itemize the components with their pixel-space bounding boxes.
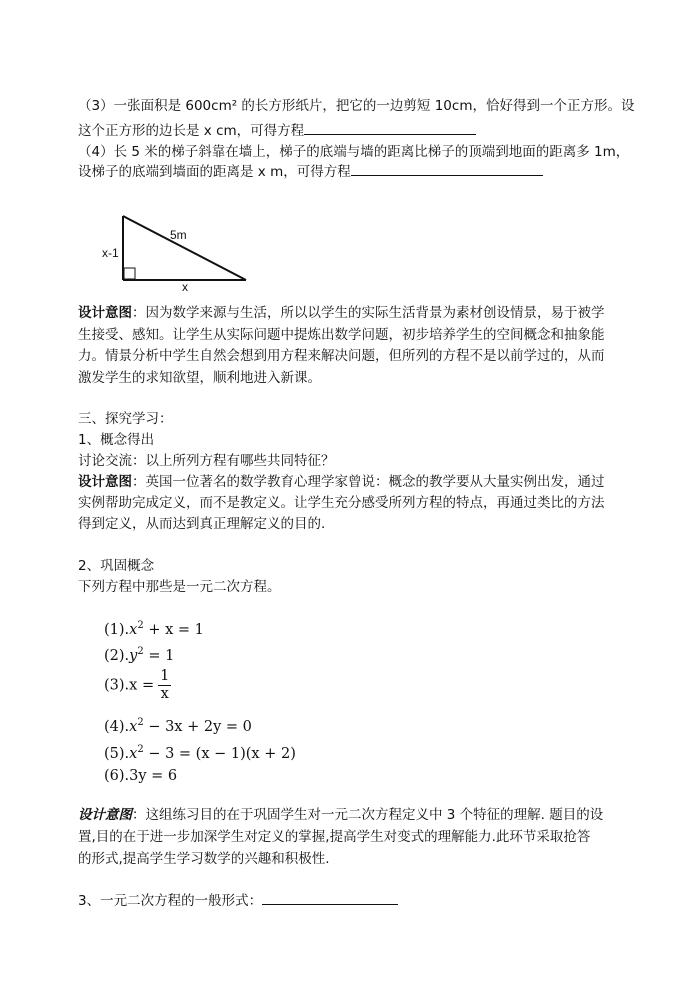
fraction-denominator: x — [160, 686, 169, 702]
problem-3-line-2 — [78, 121, 476, 140]
equation-2: $(2).y^2 = 1$ — [104, 646, 175, 664]
subsection-3-line — [78, 891, 398, 910]
ladder-line — [123, 216, 246, 280]
subsection-3-heading: 3、一元二次方程的一般形式： — [78, 893, 263, 909]
equation-number: (3). — [104, 677, 130, 694]
exponent: 2 — [137, 620, 144, 631]
problem-4-line-2 — [78, 162, 543, 181]
equation-body: − 3 = (x − 1)(x + 2) — [143, 745, 296, 762]
design-intent-1-line-4: 激发学生的求知欲望，顺利地进入新课。 — [78, 370, 321, 386]
exponent: 2 — [137, 744, 144, 755]
design-intent-2-line-2: 实例帮助完成定义，而不是教定义。让学生充分感受所列方程的特点，再通过类比的方法 — [78, 495, 605, 511]
subsection-1-heading: 1、概念得出 — [78, 432, 155, 448]
problem-3-line-1: （3）一张面积是 600cm² 的长方形纸片，把它的一边剪短 10cm，恰好得到一个正方形。设 — [78, 98, 635, 114]
ladder-triangle-figure — [96, 192, 256, 292]
design-intent-1-line-1 — [78, 304, 605, 322]
design-intent-label: 设计意图 — [78, 474, 132, 490]
problem-4-line-1: （4）长 5 米的梯子斜靠在墙上，梯子的底端与墙的距离比梯子的顶端到地面的距离多 1m， — [78, 144, 630, 160]
right-angle-mark — [124, 268, 135, 279]
design-intent-3-line-1 — [78, 806, 603, 824]
equation-3 — [104, 668, 171, 703]
equation-body: x = — [129, 677, 155, 694]
equation-body: − 3x + 2y = 0 — [143, 718, 252, 735]
problem-3-text: 这个正方形的边长是 x cm，可得方程 — [78, 123, 305, 139]
discussion-question: 讨论交流：以上所列方程有哪些共同特征？ — [78, 453, 335, 469]
equation-number: (1). — [104, 621, 130, 638]
design-intent-2-line-1 — [78, 473, 605, 491]
equation-body: = 1 — [143, 647, 175, 664]
fraction — [158, 668, 171, 703]
subsection-2-heading: 2、巩固概念 — [78, 558, 155, 574]
design-intent-3-line-3: 的形式,提高学生学习数学的兴趣和积极性. — [78, 851, 330, 867]
equation-5: $(5).x^2 - 3 = (x - 1)(x + 2)$ — [104, 744, 296, 762]
equation-6: (6).3y = 6 — [104, 768, 178, 784]
equation-number: (2). — [104, 647, 130, 664]
design-intent-label: 设计意图 — [78, 305, 132, 321]
exponent: 2 — [137, 646, 144, 657]
design-intent-text: ：这组练习目的在于巩固学生对一元二次方程定义中 3 个特征的理解. 题目的设 — [132, 807, 604, 823]
equation-number: (5). — [104, 745, 130, 762]
exponent: 2 — [137, 717, 144, 728]
section-heading: 三、探究学习： — [78, 411, 173, 427]
design-intent-text: ：英国一位著名的数学教育心理学家曾说：概念的教学要从大量实例出发，通过 — [132, 474, 605, 490]
equation-4: $(4).x^2 - 3x + 2y = 0$ — [104, 717, 252, 735]
design-intent-text: ：因为数学来源与生活，所以以学生的实际生活背景为素材创设情景，易于被学 — [132, 305, 605, 321]
answer-blank-3 — [304, 121, 476, 135]
problem-4-text: 设梯子的底端到墙面的距离是 x m，可得方程 — [78, 164, 351, 180]
hypotenuse-label: 5m — [170, 228, 187, 242]
design-intent-2-line-3: 得到定义，从而达到真正理解定义的目的. — [78, 516, 326, 532]
design-intent-1-line-3: 力。情景分析中学生自然会想到用方程来解决问题，但所列的方程不是以前学过的，从而 — [78, 348, 605, 364]
equation-number: (4). — [104, 718, 130, 735]
design-intent-label: 设计意图 — [78, 807, 132, 823]
design-intent-1-line-2: 生接受、感知。让学生从实际问题中提炼出数学问题，初步培养学生的空间概念和抽象能 — [78, 327, 605, 343]
equation-body: + x = 1 — [143, 621, 204, 638]
height-label: x-1 — [102, 246, 119, 260]
fraction-numerator: 1 — [160, 668, 170, 684]
answer-blank-general-form — [262, 891, 398, 905]
answer-blank-4 — [351, 162, 543, 176]
base-label: x — [182, 280, 188, 292]
design-intent-3-line-2: 置,目的在于进一步加深学生对定义的掌握,提高学生对变式的理解能力.此环节采取抢答 — [78, 829, 591, 845]
equation-1: $(1).x^2 + x = 1$ — [104, 620, 204, 638]
exercise-prompt: 下列方程中那些是一元二次方程。 — [78, 579, 281, 595]
